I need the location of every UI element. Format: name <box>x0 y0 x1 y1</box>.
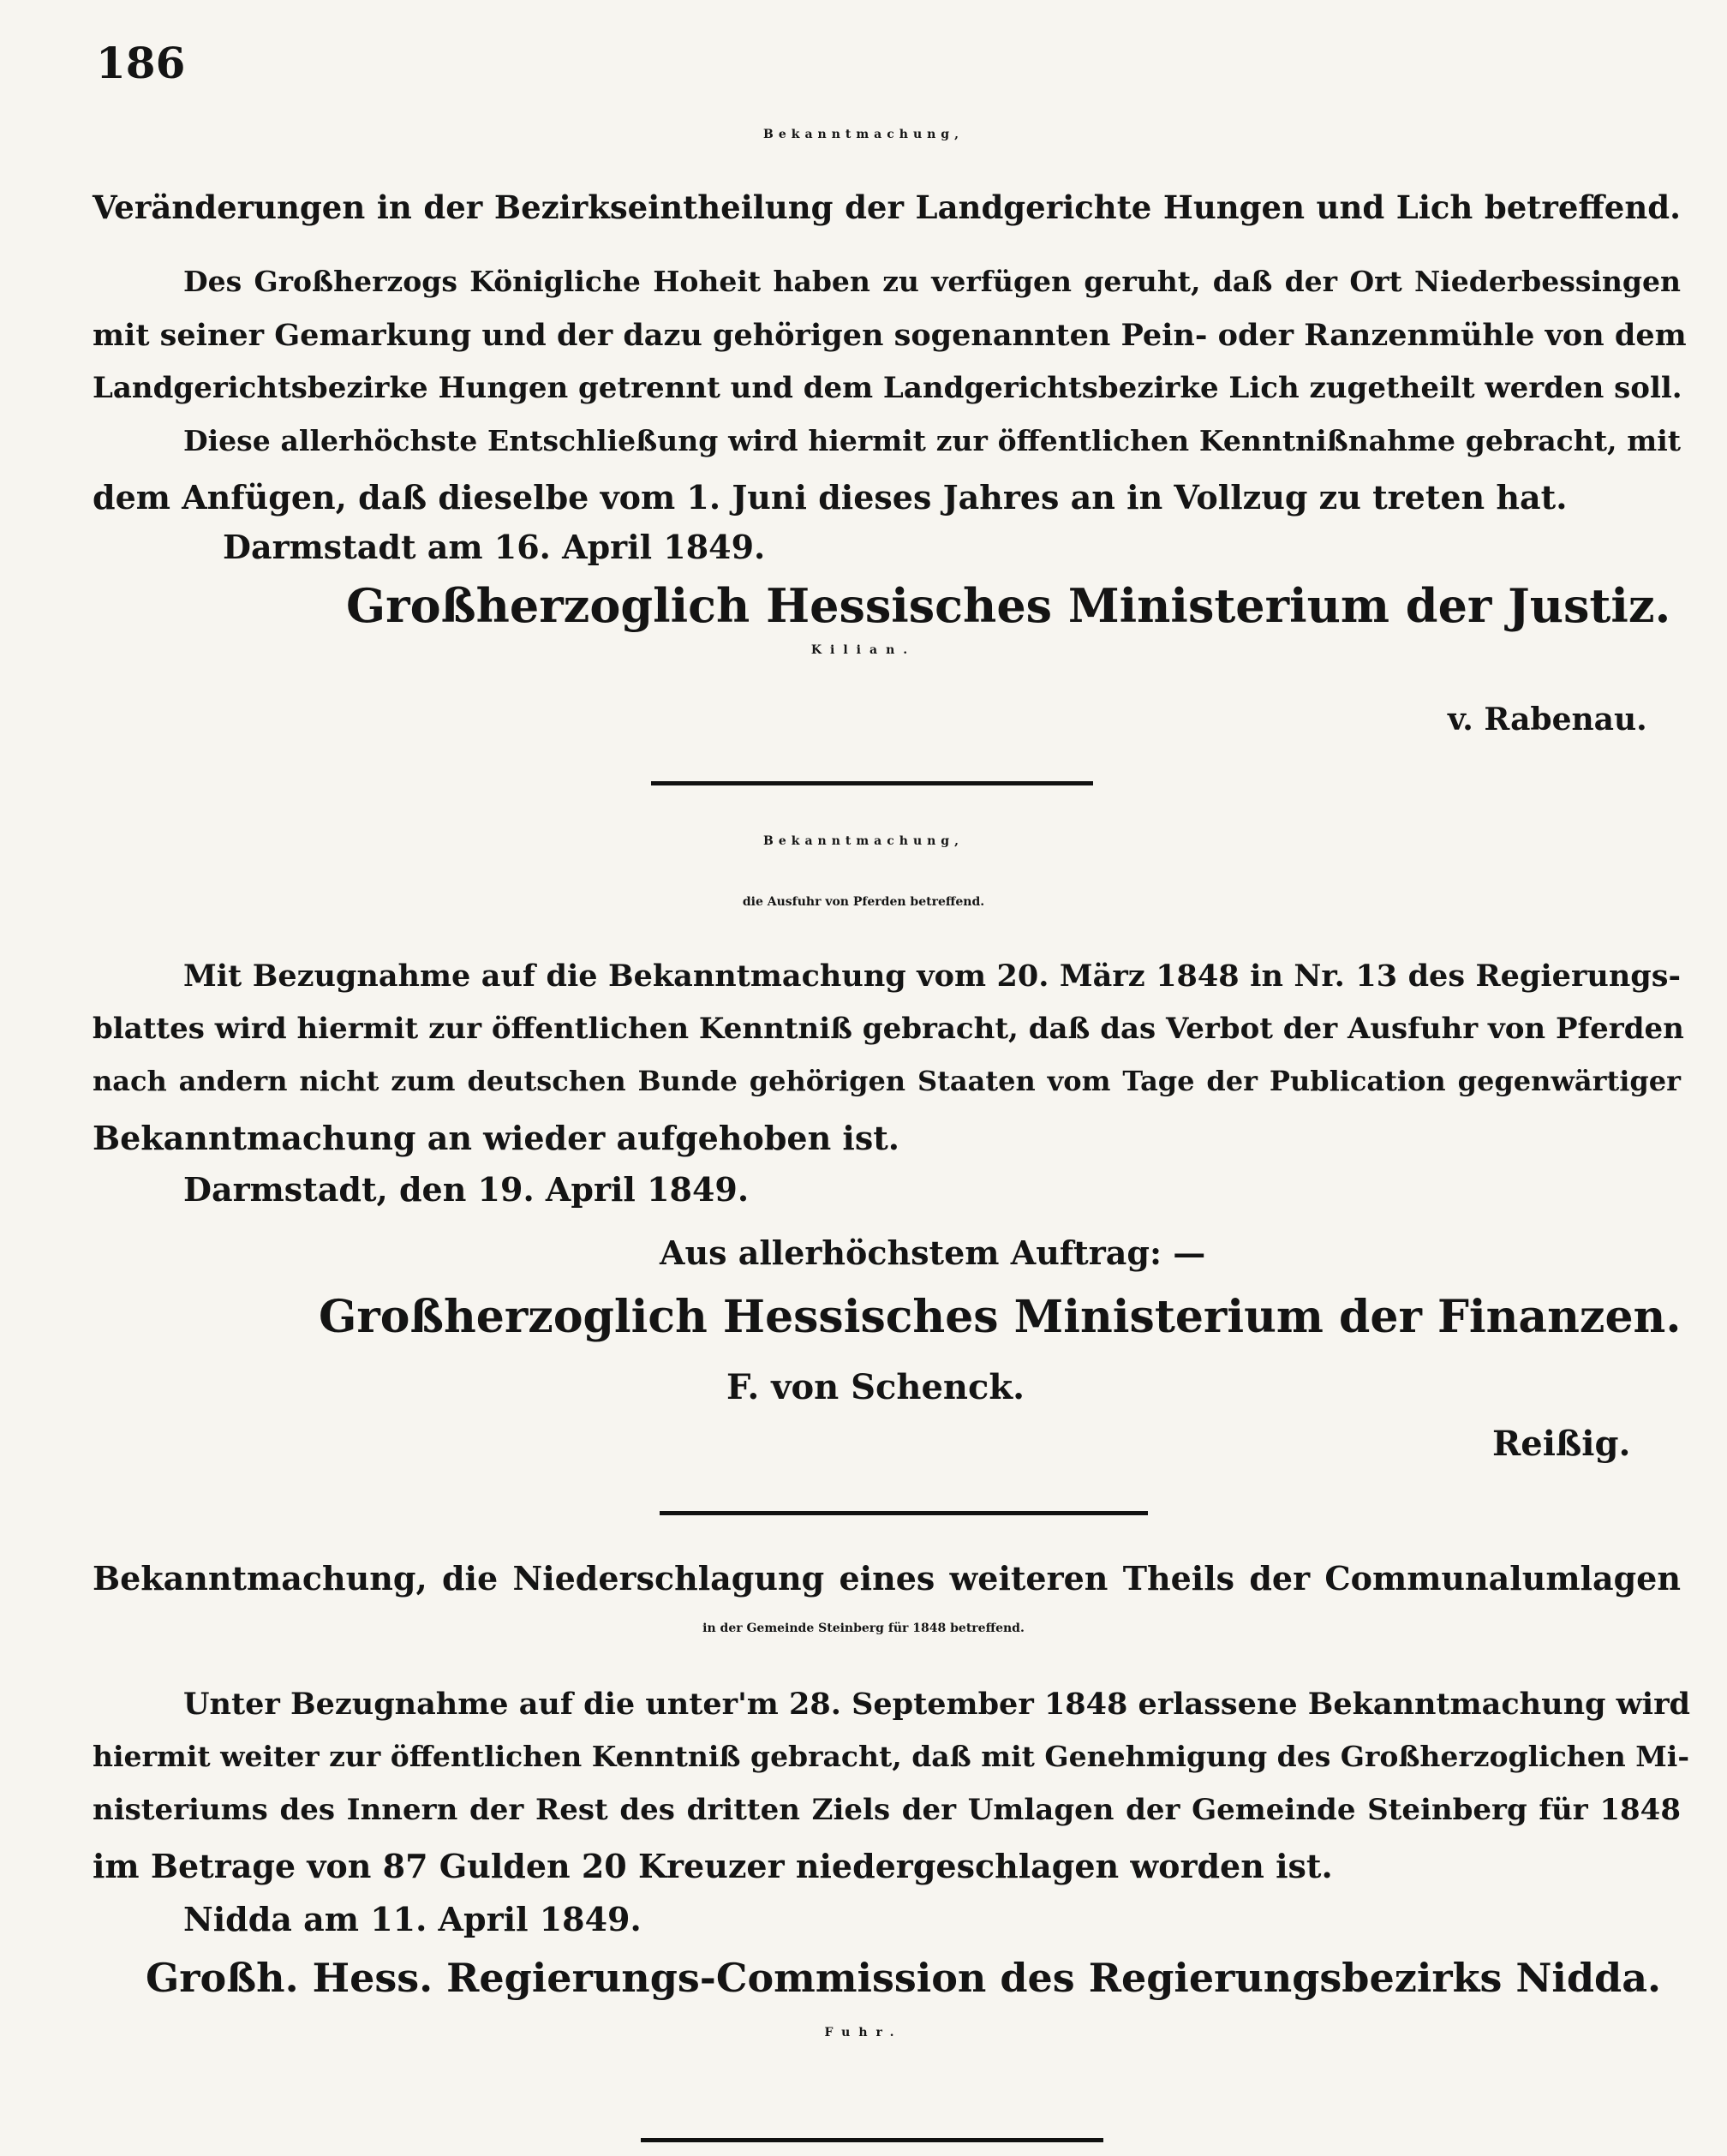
notice1-date: Darmstadt am 16. April 1849. <box>223 528 766 566</box>
notice2-date: Darmstadt, den 19. April 1849. <box>183 1170 750 1209</box>
notice3-signature: Fuhr. <box>824 2026 903 2040</box>
notice3-body-line: nisteriums des Innern der Rest des dritten Ziels der Umlagen der Gemeinde Steinberg für 1848 <box>93 1793 1681 1827</box>
notice1-signature: Kilian. <box>810 643 917 657</box>
notice3-body-line: Unter Bezugnahme auf die unter'm 28. September 1848 erlassene Bekanntmachung wird <box>183 1687 1691 1722</box>
notice1-ministry: Großherzoglich Hessisches Ministerium der Justiz. <box>346 578 1671 633</box>
notice2-heading: Bekanntmachung, <box>763 834 964 848</box>
notice3-body-line: hiermit weiter zur öffentlichen Kenntniß gebracht, daß mit Genehmigung des Großherzoglichen Mi- <box>93 1740 1690 1773</box>
notice3-body-line: im Betrage von 87 Gulden 20 Kreuzer niedergeschlagen worden ist. <box>93 1847 1333 1885</box>
notice1-body-line: dem Anfügen, daß dieselbe vom 1. Juni dieses Jahres an in Vollzug zu treten hat. <box>93 478 1568 517</box>
notice2-ministry: Großherzoglich Hessisches Ministerium der Finanzen. <box>319 1291 1682 1343</box>
notice3-heading-line: Bekanntmachung, die Niederschlagung eines weiteren Theils der Communalumlagen <box>93 1559 1681 1598</box>
notice2-signature: F. von Schenck. <box>726 1367 1025 1407</box>
notice2-subject: die Ausfuhr von Pferden betreffend. <box>742 895 985 909</box>
notice1-body-line: Diese allerhöchste Entschließung wird hiermit zur öffentlichen Kenntnißnahme gebracht, mit <box>183 424 1681 457</box>
notice2-body-line: Mit Bezugnahme auf die Bekanntmachung vom 20. März 1848 in Nr. 13 des Regierungs- <box>183 959 1681 994</box>
notice2-order: Aus allerhöchstem Auftrag: — <box>660 1233 1206 1272</box>
notice2-body-line: Bekanntmachung an wieder aufgehoben ist. <box>93 1119 900 1157</box>
notice1-body-line: Des Großherzogs Königliche Hoheit haben zu verfügen geruht, daß der Ort Niederbessingen <box>183 265 1681 298</box>
notice1-body-line: mit seiner Gemarkung und der dazu gehörigen sogenannten Pein- oder Ranzenmühle von dem <box>93 318 1687 353</box>
section-divider <box>651 781 1093 785</box>
section-divider <box>641 2138 1103 2142</box>
notice2-countersign: Reißig. <box>1492 1424 1631 1464</box>
notice1-heading: Bekanntmachung, <box>763 128 964 141</box>
notice3-heading-line: in der Gemeinde Steinberg für 1848 betreffend. <box>702 1621 1025 1635</box>
notice3-date: Nidda am 11. April 1849. <box>183 1900 642 1938</box>
notice2-body-line: nach andern nicht zum deutschen Bunde gehörigen Staaten vom Tage der Publication gegenwärtiger <box>93 1065 1681 1097</box>
notice2-body-line: blattes wird hiermit zur öffentlichen Kenntniß gebracht, daß das Verbot der Ausfuhr von Pferden <box>93 1012 1684 1046</box>
notice1-body-line: Landgerichtsbezirke Hungen getrennt und dem Landgerichtsbezirke Lich zugetheilt werden soll. <box>93 371 1682 405</box>
notice1-subject: Veränderungen in der Bezirkseintheilung der Landgerichte Hungen und Lich betreffend. <box>93 188 1681 226</box>
section-divider <box>660 1511 1148 1515</box>
notice1-countersign: v. Rabenau. <box>1448 702 1647 738</box>
page-number: 186 <box>96 38 186 88</box>
notice3-authority: Großh. Hess. Regierungs-Commission des Regierungsbezirks Nidda. <box>146 1955 1662 2001</box>
